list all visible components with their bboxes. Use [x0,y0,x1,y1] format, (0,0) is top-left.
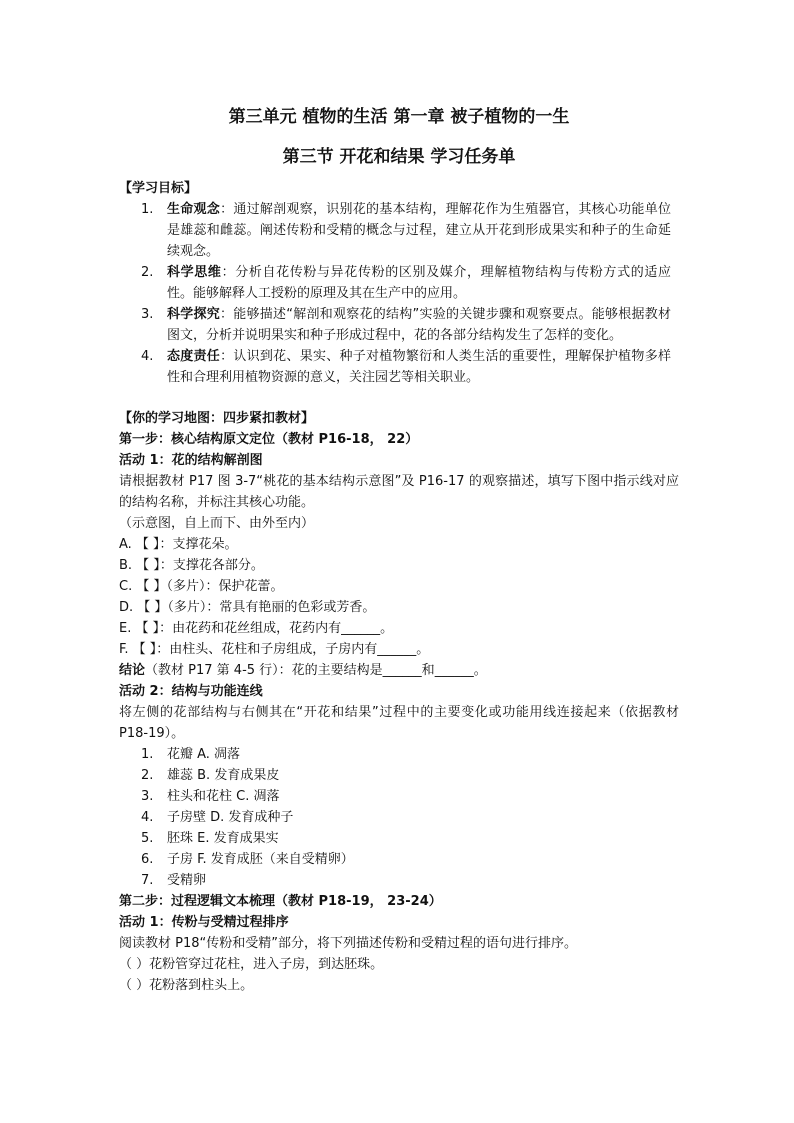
goals-heading: 【学习目标】 [119,181,198,196]
document-content [119,104,679,996]
structure-text: F. 【 】：由柱头、花柱和子房组成，子房内有 [119,642,378,657]
activity-two-intro: 将左侧的花部结构与右侧其在“开花和结果”过程中的主要变化或功能用线连接起来（依据教材 P18-19）。 [119,705,679,741]
fill-blank[interactable]: ______ [341,621,381,636]
structure-text: B. 【 】：支撑花各部分。 [119,558,264,573]
goal-description: ：能够描述“解剖和观察花的结构”实验的关键步骤和观察要点。能够根据教材图文，分析并说明果实和种子形成过程中，花的各部分结构发生了怎样的变化。 [167,307,671,343]
step-two-heading: 第二步：过程逻辑文本梳理（教材 P18-19， 23-24） [119,894,442,909]
match-text: 胚珠 E. 发育成果实 [167,831,279,846]
match-number: 2. [141,768,154,783]
activity-one-title: 活动 1：花的结构解剖图 [119,453,263,468]
structure-item-c [119,576,679,597]
match-number: 5. [141,831,154,846]
structure-text: A. 【 】：支撑花朵。 [119,537,238,552]
match-number: 7. [141,873,154,888]
structure-text: E. 【 】：由花药和花丝组成，花药内有 [119,621,342,636]
match-text: 受精卵 [167,873,207,888]
activity-one-intro: 请根据教材 P17 图 3-7“桃花的基本结构示意图”及 P16-17 的观察描述，填写下图中指示线对应的结构名称，并标注其核心功能。 [119,474,679,510]
goal-item [119,346,679,388]
match-item[interactable] [119,765,679,786]
goal-number: 1. [141,202,154,217]
match-text: 雄蕊 B. 发育成果皮 [167,768,280,783]
match-item[interactable] [119,870,679,891]
structure-item-a [119,534,679,555]
goal-description: ：认识到花、果实、种子对植物繁衍和人类生活的重要性，理解保护植物多样性和合理利用植物资源的意义，关注园艺等相关职业。 [167,349,671,385]
activity-one-note: （示意图，自上而下、由外至内） [119,516,315,531]
fill-blank[interactable]: ______ [434,663,474,678]
match-number: 3. [141,789,154,804]
activity-three-title: 活动 1：传粉与受精过程排序 [119,915,289,930]
structure-item-f [119,639,679,660]
match-number: 6. [141,852,154,867]
structure-item-d [119,597,679,618]
structure-item-e [119,618,679,639]
goal-text [167,346,671,388]
goal-text [167,304,671,346]
order-item[interactable]: （ ）花粉落到柱头上。 [119,978,254,993]
goal-label: 科学探究 [167,307,221,322]
goal-label: 生命观念 [167,202,221,217]
match-text: 子房 F. 发育成胚（来自受精卵） [167,852,354,867]
conclusion-end: 。 [473,663,487,678]
structure-text: D. 【 】（多片）：常具有艳丽的色彩或芳香。 [119,600,376,615]
match-text: 花瓣 A. 凋落 [167,747,241,762]
conclusion-text: （教材 P17 第 4-5 行）：花的主要结构是 [145,663,383,678]
goal-number: 3. [141,307,154,322]
order-item[interactable]: （ ）花粉管穿过花柱，进入子房，到达胚珠。 [119,957,384,972]
match-number: 1. [141,747,154,762]
fill-blank[interactable]: ______ [382,663,422,678]
goal-description: ：分析自花传粉与异花传粉的区别及媒介，理解植物结构与传粉方式的适应性。能够解释人工授粉的原理及其在生产中的应用。 [167,265,671,301]
structure-item-b [119,555,679,576]
match-item[interactable] [119,744,679,765]
match-number: 4. [141,810,154,825]
unit-title: 第三单元 植物的生活 第一章 被子植物的一生 [228,107,570,127]
structure-suffix: 。 [416,642,430,657]
goal-text [167,199,671,262]
match-item[interactable] [119,807,679,828]
goal-item [119,304,679,346]
goal-item [119,262,679,304]
structure-suffix: 。 [380,621,394,636]
activity-three-intro: 阅读教材 P18“传粉和受精”部分，将下列描述传粉和受精过程的语句进行排序。 [119,936,577,951]
match-item[interactable] [119,786,679,807]
matching-list [119,744,679,891]
goal-description: ：通过解剖观察，识别花的基本结构，理解花作为生殖器官，其核心功能单位是雄蕊和雌蕊。阐述传粉和受精的概念与过程，建立从开花到形成果实和种子的生命延续观念。 [167,202,671,259]
match-item[interactable] [119,828,679,849]
goal-item [119,199,679,262]
activity-two-title: 活动 2：结构与功能连线 [119,684,263,699]
goal-label: 态度责任 [167,349,221,364]
goal-number: 2. [141,265,154,280]
match-text: 柱头和花柱 C. 凋落 [167,789,280,804]
goal-label: 科学思维 [167,265,222,280]
spacer [119,388,679,408]
goal-text [167,262,671,304]
conclusion-mid: 和 [421,663,435,678]
goal-number: 4. [141,349,154,364]
conclusion-label: 结论 [119,663,146,678]
section-title: 第三节 开花和结果 学习任务单 [282,147,516,167]
fill-blank[interactable]: ______ [377,642,417,657]
structure-text: C. 【 】（多片）：保护花蕾。 [119,579,284,594]
goals-list [119,199,679,388]
match-item[interactable] [119,849,679,870]
match-text: 子房壁 D. 发育成种子 [167,810,294,825]
learning-map-heading: 【你的学习地图：四步紧扣教材】 [119,411,315,426]
step-one-heading: 第一步：核心结构原文定位（教材 P16-18， 22） [119,432,419,447]
conclusion-line [119,660,679,681]
